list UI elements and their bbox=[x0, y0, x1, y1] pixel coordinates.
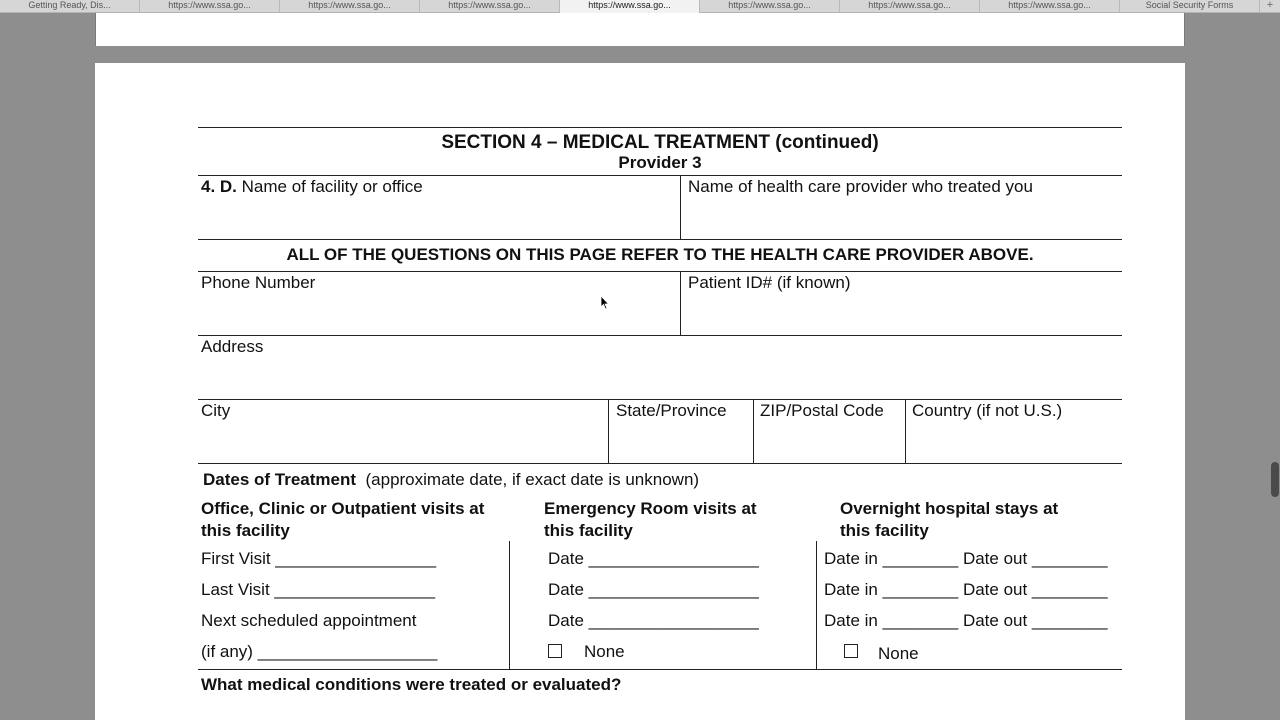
tab-ssa-active[interactable]: https://www.ssa.go... bbox=[560, 0, 700, 13]
tab-ssa-1[interactable]: https://www.ssa.go... bbox=[140, 0, 280, 13]
dates-note: (approximate date, if exact date is unknown) bbox=[365, 470, 700, 489]
rule-dates-top bbox=[198, 463, 1122, 464]
scrollbar-thumb[interactable] bbox=[1271, 462, 1279, 497]
office-heading-2: this facility bbox=[201, 521, 290, 540]
er-date-3-field[interactable]: Date __________________ bbox=[548, 611, 759, 630]
divider-city bbox=[608, 399, 609, 463]
rule-conditions-top bbox=[198, 669, 1122, 670]
facility-label: Name of facility or office bbox=[241, 177, 423, 196]
provider-label: Provider 3 bbox=[618, 153, 702, 172]
rule-top bbox=[198, 127, 1122, 128]
hospital-dates-1-field[interactable]: Date in ________ Date out ________ bbox=[824, 549, 1108, 568]
hospital-none-checkbox[interactable] bbox=[844, 644, 858, 658]
facility-label-group bbox=[201, 177, 423, 197]
zip-label: ZIP/Postal Code bbox=[760, 401, 884, 420]
questions-banner: ALL OF THE QUESTIONS ON THIS PAGE REFER TO THE HEALTH CARE PROVIDER ABOVE. bbox=[286, 245, 1034, 264]
state-label: State/Province bbox=[616, 401, 727, 420]
divider-zip bbox=[905, 399, 906, 463]
rule-facility-top bbox=[198, 175, 1122, 176]
tab-ssa-7[interactable]: https://www.ssa.go... bbox=[980, 0, 1120, 13]
tab-social-security-forms[interactable]: Social Security Forms bbox=[1120, 0, 1260, 13]
next-appointment-field[interactable]: (if any) ___________________ bbox=[201, 642, 438, 661]
hospital-heading-2: this facility bbox=[840, 521, 929, 540]
hospital-dates-3-field[interactable]: Date in ________ Date out ________ bbox=[824, 611, 1108, 630]
tab-ssa-5[interactable]: https://www.ssa.go... bbox=[700, 0, 840, 13]
dates-heading bbox=[203, 470, 699, 490]
city-label: City bbox=[201, 401, 231, 420]
new-tab-button[interactable]: + bbox=[1266, 0, 1274, 11]
tab-getting-ready[interactable]: Getting Ready, Dis... bbox=[0, 0, 140, 13]
hospital-heading-1: Overnight hospital stays at bbox=[840, 499, 1059, 518]
conditions-question: What medical conditions were treated or evaluated? bbox=[201, 675, 622, 694]
er-heading-1: Emergency Room visits at bbox=[544, 499, 757, 518]
previous-page bbox=[95, 13, 1185, 46]
er-date-1-field[interactable]: Date __________________ bbox=[548, 549, 759, 568]
provider-name-label: Name of health care provider who treated you bbox=[688, 177, 1033, 196]
patient-id-label: Patient ID# (if known) bbox=[688, 273, 851, 292]
phone-label: Phone Number bbox=[201, 273, 316, 292]
hospital-none-label: None bbox=[878, 644, 919, 663]
rule-address-top bbox=[198, 335, 1122, 336]
divider-facility bbox=[680, 175, 681, 239]
tab-ssa-6[interactable]: https://www.ssa.go... bbox=[840, 0, 980, 13]
hospital-dates-2-field[interactable]: Date in ________ Date out ________ bbox=[824, 580, 1108, 599]
er-heading-2: this facility bbox=[544, 521, 633, 540]
first-visit-field[interactable]: First Visit _________________ bbox=[201, 549, 437, 568]
browser-tab-bar bbox=[0, 0, 1280, 13]
pdf-page bbox=[95, 63, 1185, 720]
rule-phone-top bbox=[198, 271, 1122, 272]
dates-title: Dates of Treatment bbox=[203, 470, 357, 489]
tab-ssa-2[interactable]: https://www.ssa.go... bbox=[280, 0, 420, 13]
er-date-2-field[interactable]: Date __________________ bbox=[548, 580, 759, 599]
divider-er-hospital bbox=[816, 541, 817, 669]
office-heading-1: Office, Clinic or Outpatient visits at bbox=[201, 499, 485, 518]
divider-state bbox=[753, 399, 754, 463]
mouse-cursor-icon bbox=[600, 295, 610, 311]
er-none-checkbox[interactable] bbox=[548, 644, 562, 658]
divider-phone bbox=[680, 271, 681, 335]
address-label: Address bbox=[201, 337, 264, 356]
divider-office-er bbox=[509, 541, 510, 669]
section-title: SECTION 4 – MEDICAL TREATMENT (continued) bbox=[441, 132, 879, 153]
rule-banner-top bbox=[198, 239, 1122, 240]
last-visit-field[interactable]: Last Visit _________________ bbox=[201, 580, 436, 599]
item-number: 4. D. bbox=[201, 177, 237, 196]
er-none-label: None bbox=[584, 642, 625, 661]
next-appointment-label: Next scheduled appointment bbox=[201, 611, 417, 630]
tab-ssa-3[interactable]: https://www.ssa.go... bbox=[420, 0, 560, 13]
rule-city-top bbox=[198, 399, 1122, 400]
country-label: Country (if not U.S.) bbox=[912, 401, 1063, 420]
